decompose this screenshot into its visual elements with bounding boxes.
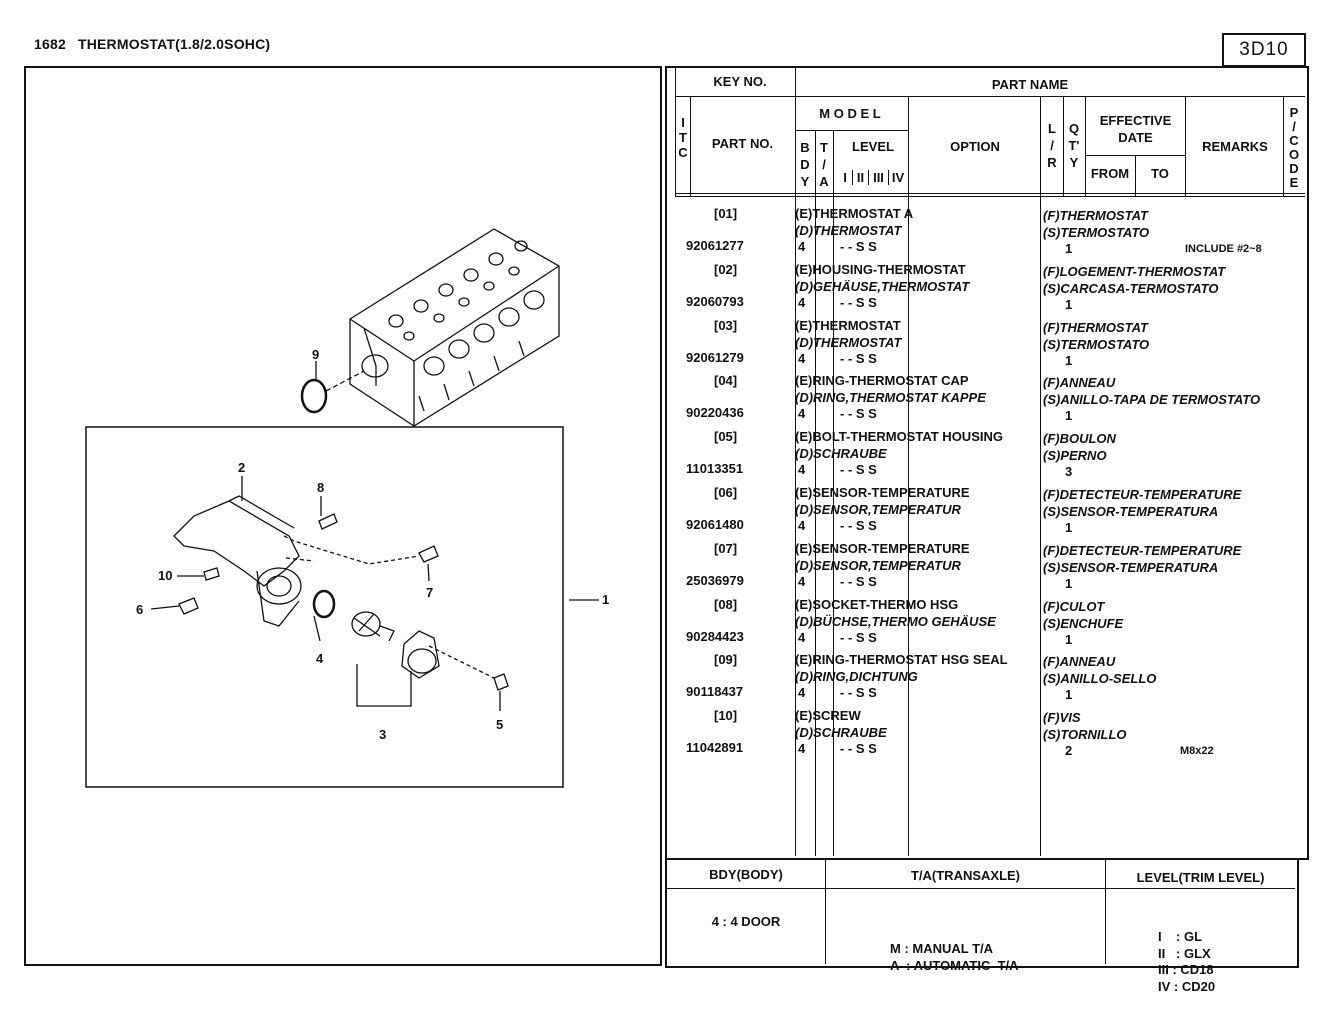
part-name-french: (F)THERMOSTAT xyxy=(1043,208,1148,223)
part-bdy: 4 xyxy=(798,462,806,478)
part-number: 92060793 xyxy=(686,293,744,309)
part-name-english: (E)SENSOR-TEMPERATURE xyxy=(795,540,970,556)
part-qty: 1 xyxy=(1065,575,1073,591)
part-qty: 1 xyxy=(1065,408,1073,424)
part-bdy: 4 xyxy=(798,239,806,254)
part-qty: 1 xyxy=(1065,520,1073,535)
part-name-english: (E)SCREW xyxy=(795,708,861,724)
part-name-french: (F)LOGEMENT-THERMOSTAT xyxy=(1043,263,1226,279)
callout-10: 10 xyxy=(158,568,173,583)
part-number: 90284423 xyxy=(686,628,744,644)
ta-header: T / A xyxy=(819,140,829,189)
part-name-german: (D)BÜCHSE,THERMO GEHÄUSE xyxy=(795,613,996,629)
part-qty: 1 xyxy=(1065,296,1073,312)
part-name-german: (D)RING,THERMOSTAT KAPPE xyxy=(795,390,986,406)
legend-bdy-header: BDY(BODY) xyxy=(709,867,783,882)
part-name-english: (E)SOCKET-THERMO HSG xyxy=(795,596,959,612)
part-number: 92061279 xyxy=(686,349,744,365)
header-bottom-line xyxy=(675,193,1305,194)
part-qty: 1 xyxy=(1065,241,1073,256)
part-name-french: (F)ANNEAU xyxy=(1043,375,1116,391)
part-key-no: [03] xyxy=(714,317,738,333)
header-divider xyxy=(675,96,1305,97)
part-number: 92061480 xyxy=(686,517,744,532)
part-bdy: 4 xyxy=(798,406,806,422)
part-name-spanish: (S)CARCASA-TERMOSTATO xyxy=(1043,280,1219,296)
part-name-english: (E)THERMOSTAT xyxy=(795,317,901,333)
legend-bdy-value: 4 : 4 DOOR xyxy=(711,914,781,929)
part-bdy: 4 xyxy=(798,350,806,366)
part-level: - - S S xyxy=(840,518,877,533)
part-remarks: INCLUDE #2~8 xyxy=(1185,243,1262,255)
part-remarks: M8x22 xyxy=(1180,745,1214,758)
part-name-english: (E)HOUSING-THERMOSTAT xyxy=(795,261,966,277)
part-key-no: [08] xyxy=(714,596,738,612)
bolt-8-drawing xyxy=(319,514,337,529)
option-header: OPTION xyxy=(950,139,1000,154)
part-name-german: (D)THERMOSTAT xyxy=(795,223,902,238)
part-name-english: (E)RING-THERMOSTAT HSG SEAL xyxy=(795,652,1008,668)
part-name-french: (F)ANNEAU xyxy=(1043,654,1116,670)
part-name-spanish: (S)TORNILLO xyxy=(1043,727,1127,743)
effective-date-header: EFFECTIVE DATE xyxy=(1099,113,1172,145)
to-header: TO xyxy=(1151,166,1169,181)
thermostat-drawing xyxy=(352,612,394,641)
model-header: M O D E L xyxy=(819,106,881,121)
part-number: 11042891 xyxy=(686,740,744,756)
part-number: 90118437 xyxy=(686,684,744,700)
legend-level-values: I : GL II : GLX III : CD18 IV : CD20 xyxy=(1158,929,1216,994)
thermostat-cover-drawing xyxy=(402,631,439,678)
pcode-header: P / C O D E xyxy=(1288,105,1300,190)
part-name-spanish: (S)SENSOR-TEMPERATURA xyxy=(1043,559,1219,575)
part-bdy: 4 xyxy=(798,573,806,589)
bdy-header: B D Y xyxy=(800,140,810,189)
callout-7: 7 xyxy=(426,585,434,600)
parts-table xyxy=(665,66,1309,860)
ring-4-drawing xyxy=(314,591,334,617)
part-name-spanish: (S)ANILLO-TAPA DE TERMOSTATO xyxy=(1043,392,1261,408)
part-name-french: (F)CULOT xyxy=(1043,598,1105,614)
callout-8: 8 xyxy=(317,480,325,495)
itc-header: I T C xyxy=(678,115,688,160)
part-name-german: (D)SENSOR,TEMPERATUR xyxy=(795,557,961,573)
part-name-english: (E)SENSOR-TEMPERATURE xyxy=(795,485,970,500)
part-key-no: [05] xyxy=(714,429,738,445)
page-title xyxy=(34,36,270,52)
part-name-spanish: (S)SENSOR-TEMPERATURA xyxy=(1043,504,1219,519)
callout-1: 1 xyxy=(602,592,610,607)
part-name-spanish: (S)TERMOSTATO xyxy=(1043,336,1150,352)
callout-5: 5 xyxy=(496,717,504,732)
part-level: - - S S xyxy=(840,406,877,422)
thermostat-housing-drawing xyxy=(174,496,301,626)
callout-3: 3 xyxy=(379,727,387,742)
callout-9: 9 xyxy=(312,347,320,362)
part-qty: 3 xyxy=(1065,464,1073,480)
part-key-no: [07] xyxy=(714,540,738,556)
qty-header: Q T' Y xyxy=(1068,121,1080,170)
part-name-header: PART NAME xyxy=(991,77,1069,92)
ring-9-drawing xyxy=(302,380,326,412)
callout-6: 6 xyxy=(136,602,144,617)
legend-ta-values: M : MANUAL T/A A : AUTOMATIC T/A xyxy=(890,941,1019,973)
part-name-german: (D)SENSOR,TEMPERATUR xyxy=(795,502,961,517)
cylinder-head-drawing xyxy=(350,229,559,426)
sensor-7-drawing xyxy=(419,546,438,562)
part-name-spanish: (S)TERMOSTATO xyxy=(1043,225,1150,240)
page-code: 3D10 xyxy=(1222,33,1306,67)
part-bdy: 4 xyxy=(798,685,806,701)
part-key-no: [04] xyxy=(714,373,738,389)
part-name-spanish: (S)ENCHUFE xyxy=(1043,615,1124,631)
callout-4: 4 xyxy=(316,651,324,666)
part-name-spanish: (S)PERNO xyxy=(1043,448,1107,464)
part-name-french: (F)BOULON xyxy=(1043,431,1116,447)
bolt-10-drawing xyxy=(204,568,219,580)
part-name-french: (F)THERMOSTAT xyxy=(1043,319,1148,335)
part-name-french: (F)DETECTEUR-TEMPERATURE xyxy=(1043,487,1242,502)
part-level: - - S S xyxy=(840,573,877,589)
part-qty: 2 xyxy=(1065,743,1073,759)
part-number: 92061277 xyxy=(686,238,744,253)
part-number: 90220436 xyxy=(686,405,744,421)
from-header: FROM xyxy=(1090,166,1130,181)
part-name-spanish: (S)ANILLO-SELLO xyxy=(1043,671,1157,687)
remarks-header: REMARKS xyxy=(1202,139,1268,154)
part-level: - - S S xyxy=(840,629,877,645)
part-level: - - S S xyxy=(840,685,877,701)
level-header: LEVEL xyxy=(852,139,894,154)
callout-2: 2 xyxy=(238,460,246,475)
part-key-no: [02] xyxy=(714,261,738,277)
part-qty: 1 xyxy=(1065,631,1073,647)
part-name-german: (D)GEHÄUSE,THERMOSTAT xyxy=(795,278,970,294)
part-name-english: (E)BOLT-THERMOSTAT HOUSING xyxy=(795,429,1003,445)
part-level: - - S S xyxy=(840,239,877,254)
part-number: 25036979 xyxy=(686,572,744,588)
key-no-header: KEY NO. xyxy=(713,74,767,89)
screw-5-drawing xyxy=(494,674,508,690)
part-key-no: [01] xyxy=(714,206,738,221)
part-name-english: (E)RING-THERMOSTAT CAP xyxy=(795,373,969,389)
level-columns: I II III IV xyxy=(838,170,908,185)
legend-ta-header: T/A(TRANSAXLE) xyxy=(910,868,1021,883)
part-key-no: [10] xyxy=(714,708,738,724)
part-number: 11013351 xyxy=(686,461,744,477)
part-level: - - S S xyxy=(840,350,877,366)
part-qty: 1 xyxy=(1065,687,1073,703)
part-name-german: (D)THERMOSTAT xyxy=(795,334,902,350)
part-bdy: 4 xyxy=(798,629,806,645)
part-name-english: (E)THERMOSTAT A xyxy=(795,206,914,221)
part-name-french: (F)VIS xyxy=(1043,710,1081,726)
part-key-no: [06] xyxy=(714,485,738,500)
part-level: - - S S xyxy=(840,741,877,757)
part-level: - - S S xyxy=(840,294,877,310)
exploded-diagram xyxy=(24,66,660,964)
part-name-french: (F)DETECTEUR-TEMPERATURE xyxy=(1043,542,1242,558)
part-bdy: 4 xyxy=(798,518,806,533)
part-key-no: [09] xyxy=(714,652,738,668)
legend-level-header: LEVEL(TRIM LEVEL) xyxy=(1136,870,1265,885)
part-qty: 1 xyxy=(1065,352,1073,368)
catalog-number: 1682 xyxy=(34,36,66,52)
section-title: THERMOSTAT(1.8/2.0SOHC) xyxy=(77,36,271,52)
part-name-german: (D)SCHRAUBE xyxy=(795,725,887,741)
part-name-german: (D)SCHRAUBE xyxy=(795,446,887,462)
part-no-header: PART NO. xyxy=(711,136,774,151)
part-bdy: 4 xyxy=(798,294,806,310)
part-bdy: 4 xyxy=(798,741,806,757)
lr-header: L / R xyxy=(1047,121,1057,170)
detail-inset-frame xyxy=(86,427,563,787)
part-level: - - S S xyxy=(840,462,877,478)
bolt-6-drawing xyxy=(179,598,198,614)
part-name-german: (D)RING,DICHTUNG xyxy=(795,669,918,685)
